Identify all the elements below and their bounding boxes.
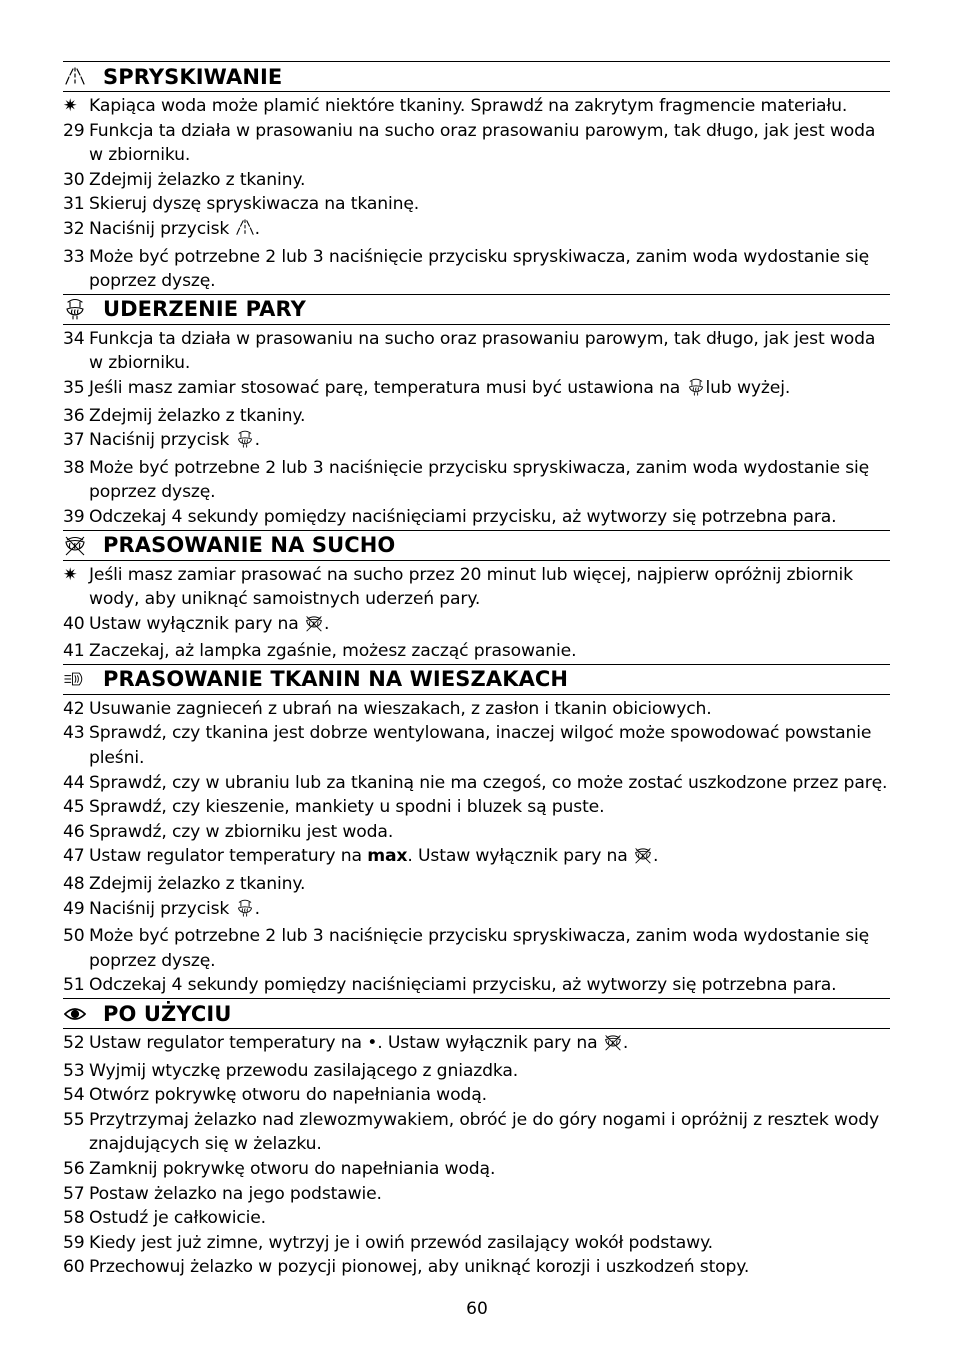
item-text (89, 404, 890, 429)
item-text (89, 192, 890, 217)
item-text-content: Zdejmij żelazko z tkaniny. (89, 874, 306, 895)
section-header (63, 294, 890, 325)
item-text (89, 612, 890, 640)
item-text-part: . (254, 898, 260, 919)
item-text-content: Kapiąca woda może plamić niektóre tkaniny. Sprawdź na zakrytym fragmencie materiału. (89, 96, 848, 116)
item-number: 41 (63, 641, 85, 662)
item-text-content: Sprawdź, czy w zbiorniku jest woda. (89, 821, 394, 842)
item-text-part: Naciśnij przycisk (89, 898, 230, 919)
item-text-content: Ostudź je całkowicie. (89, 1208, 266, 1229)
item-number: 53 (63, 1060, 85, 1081)
dry-iron-icon (64, 534, 86, 556)
item-text-content: Zdejmij żelazko z tkaniny. (89, 169, 306, 190)
item-number: 48 (63, 874, 85, 895)
item-text-part: Ustaw regulator temperatury na (89, 1033, 362, 1053)
item-text (89, 376, 890, 404)
item-number: 36 (63, 405, 85, 426)
list-item (63, 428, 890, 456)
list-item (63, 1031, 890, 1059)
item-text (89, 697, 890, 722)
item-text-content: Sprawdź, czy kieszenie, mankiety u spodni i bluzek są puste. (89, 797, 605, 818)
item-text-part: Jeśli masz zamiar stosować parę, temperatura musi być ustawiona na (89, 377, 681, 398)
item-text (89, 639, 890, 664)
instruction-list (63, 563, 890, 664)
list-item (63, 639, 890, 664)
item-text (89, 973, 890, 998)
item-text (89, 563, 890, 612)
vertical-steam-icon (64, 668, 86, 690)
item-text-part: . (652, 846, 659, 867)
item-number: 43 (63, 723, 85, 744)
item-number: 45 (63, 797, 85, 818)
item-text-content: Kiedy jest już zimne, wytrzyj je i owiń przewód zasilający wokół podstawy. (89, 1232, 713, 1253)
list-item (63, 404, 890, 429)
list-item (63, 94, 890, 119)
list-item (63, 872, 890, 897)
warning-star-icon: ✷ (63, 564, 78, 585)
item-text-part: . (254, 218, 260, 239)
list-item (63, 563, 890, 612)
item-text-content: Może być potrzebne 2 lub 3 naciśnięcie przycisku spryskiwacza, zanim woda wydostanie się poprzez dyszę. (89, 457, 870, 503)
item-number: 38 (63, 457, 85, 478)
spray-icon (64, 66, 86, 88)
item-text-content: Odczekaj 4 sekundy pomiędzy naciśnięciami przycisku, aż wytworzy się potrzebna para. (89, 975, 837, 996)
eye-icon (64, 1003, 86, 1025)
item-number: 47 (63, 846, 85, 867)
instruction-list (63, 1031, 890, 1280)
item-text-part: Ustaw wyłącznik pary na (89, 613, 299, 634)
section-header (63, 998, 890, 1029)
item-text-content: Otwórz pokrywkę otworu do napełniania wodą. (89, 1085, 487, 1106)
item-number: 57 (63, 1183, 85, 1204)
page-number: 60 (466, 1299, 488, 1319)
item-text (89, 820, 890, 845)
section-header (63, 61, 890, 92)
item-text-content: Zamknij pokrywkę otworu do napełniania wodą. (89, 1158, 496, 1179)
spray-icon (236, 219, 254, 245)
item-text (89, 1059, 890, 1084)
list-item (63, 1231, 890, 1256)
item-text-part: . (622, 1033, 629, 1053)
section-title: SPRYSKIWANIE (103, 64, 283, 89)
item-text (89, 94, 890, 119)
item-text (89, 119, 890, 168)
item-text-content: Sprawdź, czy tkanina jest dobrze wentylowana, inaczej wilgoć może spowodować powstanie pleśni. (89, 723, 872, 769)
section-title: UDERZENIE PARY (103, 297, 306, 322)
list-item (63, 973, 890, 998)
item-text-part: Ustaw regulator temperatury na (89, 846, 362, 867)
list-item (63, 771, 890, 796)
item-number: 33 (63, 246, 85, 267)
item-text (89, 456, 890, 505)
dry-iron-icon (305, 614, 323, 640)
item-text-part: Naciśnij przycisk (89, 218, 230, 239)
section-title: PO UŻYCIU (103, 1001, 232, 1026)
item-text (89, 1108, 890, 1157)
section (63, 998, 890, 1280)
item-text-content: Odczekaj 4 sekundy pomiędzy naciśnięciami przycisku, aż wytworzy się potrzebna para. (89, 506, 837, 527)
item-text (89, 1231, 890, 1256)
item-text-part: . (254, 430, 260, 451)
item-text-content: Przytrzymaj żelazko nad zlewozmywakiem, obróć je do góry nogami i opróżnij z resztek wody znajdujących się w żelazku. (89, 1109, 880, 1155)
list-item (63, 1083, 890, 1108)
steam-shot-icon (64, 298, 86, 320)
section-title: PRASOWANIE TKANIN NA WIESZAKACH (103, 667, 569, 692)
list-item (63, 1157, 890, 1182)
section-title: PRASOWANIE NA SUCHO (103, 533, 396, 557)
instruction-list (63, 327, 890, 530)
section (63, 664, 890, 998)
item-number: 32 (63, 218, 85, 239)
item-number: 49 (63, 898, 85, 919)
item-text (89, 924, 890, 973)
section (63, 530, 890, 664)
list-item (63, 376, 890, 404)
list-item (63, 1255, 890, 1280)
item-text (89, 1083, 890, 1108)
list-item (63, 168, 890, 193)
list-item (63, 505, 890, 530)
list-item (63, 327, 890, 376)
item-text-part: . Ustaw wyłącznik pary na (377, 1033, 598, 1053)
item-number: 52 (63, 1033, 85, 1053)
item-text (89, 1206, 890, 1231)
bold-value: max (367, 846, 408, 867)
item-number: 59 (63, 1232, 85, 1253)
steam-shot-icon (236, 899, 254, 925)
list-item (63, 721, 890, 770)
list-item (63, 245, 890, 294)
list-item (63, 844, 890, 872)
item-text-part: . (323, 613, 330, 634)
item-number: 42 (63, 698, 85, 719)
list-item (63, 192, 890, 217)
item-text-content: Funkcja ta działa w prasowaniu na sucho oraz prasowaniu parowym, tak długo, jak jest woda w zbiorniku. (89, 328, 876, 374)
list-item (63, 612, 890, 640)
section-header (63, 530, 890, 561)
item-text (89, 428, 890, 456)
item-text (89, 1255, 890, 1280)
item-text-content: Usuwanie zagnieceń z ubrań na wieszakach, z zasłon i tkanin obiciowych. (89, 698, 712, 719)
list-item (63, 1059, 890, 1084)
item-text (89, 795, 890, 820)
item-text (89, 327, 890, 376)
section-header (63, 664, 890, 695)
item-number: 40 (63, 613, 85, 634)
steam-shot-icon (687, 378, 705, 404)
item-text (89, 721, 890, 770)
item-number: 50 (63, 926, 85, 947)
steam-shot-icon (236, 430, 254, 456)
list-item (63, 1206, 890, 1231)
list-item (63, 217, 890, 245)
list-item (63, 456, 890, 505)
item-text-content: Wyjmij wtyczkę przewodu zasilającego z gniazdka. (89, 1060, 519, 1081)
dot-setting-icon: • (367, 1033, 378, 1053)
item-number: 39 (63, 506, 85, 527)
section (63, 61, 890, 294)
list-item (63, 119, 890, 168)
item-text-content: Skieruj dyszę spryskiwacza na tkaninę. (89, 194, 420, 215)
item-number: 30 (63, 169, 85, 190)
item-text-content: Funkcja ta działa w prasowaniu na sucho oraz prasowaniu parowym, tak długo, jak jest woda w zbiorniku. (89, 120, 876, 166)
item-text (89, 771, 890, 796)
item-number: 37 (63, 430, 85, 451)
warning-star-icon: ✷ (63, 96, 78, 116)
item-number: 58 (63, 1208, 85, 1229)
list-item (63, 924, 890, 973)
item-text (89, 168, 890, 193)
manual-page (63, 61, 890, 1280)
item-number: 44 (63, 772, 85, 793)
item-text (89, 844, 890, 872)
item-text-part: Naciśnij przycisk (89, 430, 230, 451)
list-item (63, 820, 890, 845)
item-number: 54 (63, 1085, 85, 1106)
item-text-content: Zdejmij żelazko z tkaniny. (89, 405, 306, 426)
section (63, 294, 890, 530)
dry-iron-icon (634, 846, 652, 872)
item-text (89, 872, 890, 897)
instruction-list (63, 94, 890, 294)
item-number: 46 (63, 821, 85, 842)
list-item (63, 1108, 890, 1157)
item-text-content: Jeśli masz zamiar prasować na sucho przez 20 minut lub więcej, najpierw opróżnij zbiornik wody, aby uniknąć samoistnych uderzeń pary. (89, 564, 853, 610)
list-item (63, 897, 890, 925)
item-number: 51 (63, 975, 85, 996)
item-number: 34 (63, 328, 85, 349)
item-text-content: Może być potrzebne 2 lub 3 naciśnięcie przycisku spryskiwacza, zanim woda wydostanie się poprzez dyszę. (89, 926, 870, 971)
item-text (89, 1031, 890, 1059)
item-number: 31 (63, 194, 85, 215)
list-item (63, 795, 890, 820)
list-item (63, 697, 890, 722)
item-number: 35 (63, 377, 85, 398)
item-text-content: Może być potrzebne 2 lub 3 naciśnięcie przycisku spryskiwacza, zanim woda wydostanie się poprzez dyszę. (89, 246, 870, 292)
instruction-list (63, 697, 890, 998)
item-text-part: lub wyżej. (705, 377, 791, 398)
item-text (89, 217, 890, 245)
item-number: 55 (63, 1109, 85, 1130)
item-text-part: . Ustaw wyłącznik pary na (407, 846, 628, 867)
item-text-content: Zaczekaj, aż lampka zgaśnie, możesz zacząć prasowanie. (89, 641, 577, 662)
item-number: 56 (63, 1158, 85, 1179)
list-item (63, 1182, 890, 1207)
item-text (89, 1182, 890, 1207)
item-text (89, 1157, 890, 1182)
item-number: 60 (63, 1257, 85, 1278)
item-text (89, 505, 890, 530)
dry-iron-icon (604, 1033, 622, 1059)
item-text-content: Sprawdź, czy w ubraniu lub za tkaniną nie ma czegoś, co może zostać uszkodzone przez parę. (89, 772, 888, 793)
item-text-content: Przechowuj żelazko w pozycji pionowej, aby uniknąć korozji i uszkodzeń stopy. (89, 1257, 750, 1278)
item-text (89, 245, 890, 294)
item-text-content: Postaw żelazko na jego podstawie. (89, 1183, 382, 1204)
item-number: 29 (63, 120, 85, 141)
item-text (89, 897, 890, 925)
